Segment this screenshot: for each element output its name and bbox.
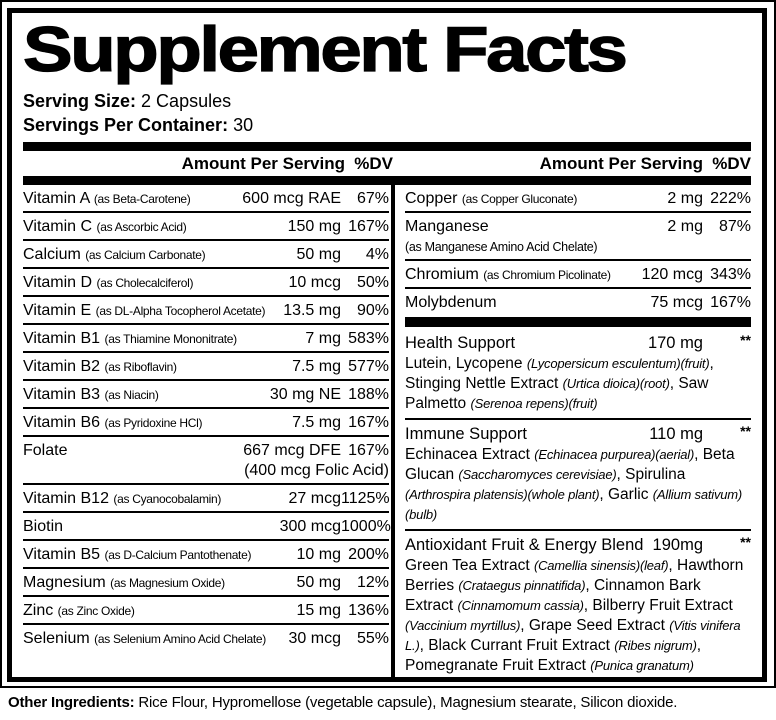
blend-ingredients: Green Tea Extract (Camellia sinensis)(leaf), Hawthorn Berries (Crataegus pinnatifida), Cinnamon Bark Extract (Cinnamomum cassia), Bilberry Fruit Extract (Vaccinium myrtillus), Grape Seed Extract (Vitis vinifera L.), Black Currant Fruit Extract (Ribes nigrum), Pomegranate Fruit Extract (Punica granatum)	[405, 557, 744, 674]
nutrient-source-secondary: (as Manganese Amino Acid Chelate)	[405, 240, 598, 254]
nutrient-source: (as Niacin)	[104, 388, 159, 402]
nutrient-dv: 12%	[356, 574, 389, 591]
nutrient-source: (as Cholecalciferol)	[96, 276, 194, 290]
nutrient-dv: 90%	[356, 302, 389, 319]
nutrient-name: Vitamin B12	[23, 490, 114, 507]
nutrient-name: Biotin	[23, 518, 64, 535]
footnote-rule	[23, 680, 751, 682]
servings-per-container-value: 30	[228, 115, 254, 135]
nutrient-amount: 7.5 mg	[292, 358, 341, 375]
nutrient-name: Selenium	[23, 630, 95, 647]
blend-antioxidant-fruit-energy	[405, 529, 751, 680]
nutrient-dv: 4%	[365, 246, 389, 263]
nutrient-amount: 7.5 mg	[292, 414, 341, 431]
nutrient-dv: 167%	[348, 414, 389, 431]
servings-per-container-line	[23, 113, 751, 137]
header-top-rule	[23, 142, 751, 151]
nutrient-row-chromium	[405, 261, 751, 289]
nutrient-row-selenium	[23, 625, 389, 651]
nutrient-row-biotin	[23, 513, 389, 541]
nutrient-source: (as Ascorbic Acid)	[96, 220, 187, 234]
nutrient-amount: 667 mcg DFE	[243, 442, 341, 459]
servings-per-container-label: Servings Per Container:	[23, 115, 229, 135]
blend-name: Immune Support	[405, 425, 527, 443]
nutrient-source: (as Zinc Oxide)	[57, 604, 135, 618]
nutrient-amount: 2 mg	[667, 190, 703, 207]
nutrient-row-vitamin-b3	[23, 381, 389, 409]
nutrient-row-vitamin-d	[23, 269, 389, 297]
nutrient-dv: 55%	[356, 630, 389, 647]
nutrient-amount: 7 mg	[305, 330, 341, 347]
nutrient-amount: 27 mcg	[288, 490, 341, 507]
nutrient-dv: 1000%	[341, 518, 391, 535]
nutrient-dv: 222%	[710, 190, 751, 207]
serving-size-value: 2 Capsules	[136, 91, 232, 111]
nutrient-name: Vitamin E	[23, 302, 96, 319]
nutrient-dv: 67%	[356, 190, 389, 207]
nutrient-row-vitamin-b2	[23, 353, 389, 381]
nutrient-dv: 200%	[348, 546, 389, 563]
nutrient-source: (as Magnesium Oxide)	[110, 576, 225, 590]
nutrient-dv: 188%	[348, 386, 389, 403]
blend-immune-support	[405, 418, 751, 529]
nutrient-amount: 13.5 mg	[283, 302, 341, 319]
left-amount-per-serving-header: Amount Per Serving	[181, 154, 345, 173]
column-headers	[23, 151, 751, 176]
nutrient-row-vitamin-a	[23, 185, 389, 213]
nutrient-name: Vitamin B2	[23, 358, 105, 375]
nutrient-amount: 75 mcg	[650, 294, 703, 311]
serving-info	[23, 89, 751, 137]
nutrient-row-molybdenum	[405, 289, 751, 315]
nutrient-source: (as Calcium Carbonate)	[85, 248, 206, 262]
panel-title: Supplement Facts	[23, 15, 626, 85]
nutrient-dv: 167%	[348, 218, 389, 235]
nutrient-dv: 167%	[710, 294, 751, 311]
nutrient-amount: 50 mg	[296, 246, 341, 263]
nutrient-source: (as Cyanocobalamin)	[113, 492, 222, 506]
left-nutrient-column	[23, 185, 389, 680]
nutrient-name: Vitamin A	[23, 190, 94, 207]
left-column-header	[23, 154, 393, 174]
blend-dv-asterisks: **	[740, 534, 751, 550]
serving-size-line	[23, 89, 751, 113]
nutrient-row-calcium	[23, 241, 389, 269]
nutrient-dv: 87%	[718, 218, 751, 235]
other-ingredients-label: Other Ingredients:	[8, 694, 135, 711]
blend-section-rule	[405, 317, 751, 327]
nutrient-amount: 15 mg	[296, 602, 341, 619]
right-column-header	[393, 154, 751, 174]
blend-health-support	[405, 329, 751, 418]
right-amount-per-serving-header: Amount Per Serving	[539, 154, 703, 173]
header-bottom-rule	[23, 176, 751, 185]
nutrient-row-vitamin-e	[23, 297, 389, 325]
nutrient-name: Vitamin D	[23, 274, 97, 291]
nutrient-source: (as Riboflavin)	[104, 360, 177, 374]
nutrient-row-manganese	[405, 213, 751, 261]
nutrient-source: (as Copper Gluconate)	[461, 192, 578, 206]
right-nutrient-column	[395, 185, 751, 680]
nutrient-name: Vitamin B3	[23, 386, 105, 403]
nutrient-amount: 2 mg	[667, 218, 703, 235]
right-dv-header: %DV	[712, 154, 751, 173]
nutrient-row-zinc	[23, 597, 389, 625]
nutrient-source: (as Pyridoxine HCl)	[104, 416, 203, 430]
blend-amount: 110 mg	[649, 425, 703, 443]
blend-dv-asterisks: **	[740, 332, 751, 348]
nutrient-name: Chromium	[405, 266, 484, 283]
nutrient-dv: 577%	[348, 358, 389, 375]
supplement-facts-panel	[7, 8, 767, 682]
nutrient-name: Vitamin B5	[23, 546, 105, 563]
nutrient-name: Manganese	[405, 218, 489, 235]
nutrient-amount: 150 mg	[287, 218, 341, 235]
nutrient-name: Vitamin C	[23, 218, 97, 235]
nutrient-amount: 10 mcg	[288, 274, 341, 291]
nutrient-amount: 30 mcg	[288, 630, 341, 647]
blend-dv-asterisks: **	[740, 423, 751, 439]
nutrient-source: (as Thiamine Mononitrate)	[104, 332, 237, 346]
nutrient-name: Magnesium	[23, 574, 111, 591]
nutrient-amount: 120 mcg	[641, 266, 703, 283]
nutrient-dv: 50%	[356, 274, 389, 291]
nutrient-row-copper	[405, 185, 751, 213]
nutrient-row-vitamin-b6	[23, 409, 389, 437]
other-ingredients-text: Rice Flour, Hypromellose (vegetable capsule), Magnesium stearate, Silicon dioxide.	[134, 694, 678, 711]
nutrient-amount: 600 mcg RAE	[242, 190, 341, 207]
blend-amount: 170 mg	[647, 334, 703, 352]
nutrient-name: Vitamin B6	[23, 414, 105, 431]
blend-amount: 190mg	[652, 536, 703, 554]
nutrient-amount: 30 mg NE	[269, 386, 341, 403]
nutrient-dv: 343%	[710, 266, 751, 283]
nutrient-dv: 136%	[348, 602, 389, 619]
other-ingredients-line	[8, 694, 772, 711]
nutrient-source: (as DL-Alpha Tocopherol Acetate)	[95, 304, 266, 318]
serving-size-label: Serving Size:	[23, 91, 137, 111]
nutrient-name: Folate	[23, 442, 68, 459]
nutrient-name: Copper	[405, 190, 462, 207]
nutrient-row-vitamin-b12	[23, 485, 389, 513]
nutrient-dv: 1125%	[341, 490, 390, 507]
nutrient-dv: 583%	[348, 330, 389, 347]
blend-name: Health Support	[405, 334, 516, 352]
nutrient-amount: 300 mcg	[279, 518, 341, 535]
left-dv-header: %DV	[354, 154, 393, 173]
blend-ingredients: Echinacea Extract (Echinacea purpurea)(aerial), Beta Glucan (Saccharomyces cerevisiae), Spirulina (Arthrospira platensis)(whole plant), Garlic (Allium sativum)(bulb)	[405, 446, 743, 522]
nutrient-name: Calcium	[23, 246, 86, 263]
nutrient-row-folate	[23, 437, 389, 485]
nutrient-source: (as Chromium Picolinate)	[483, 268, 611, 282]
nutrient-amount: 50 mg	[296, 574, 341, 591]
nutrient-name: Molybdenum	[405, 294, 497, 311]
nutrient-source: (as Selenium Amino Acid Chelate)	[94, 632, 266, 646]
nutrient-source: (as Beta-Carotene)	[93, 192, 191, 206]
nutrient-name: Zinc	[23, 602, 58, 619]
nutrient-dv: 167%	[348, 442, 389, 459]
nutrient-columns	[23, 185, 751, 680]
nutrient-row-vitamin-b5	[23, 541, 389, 569]
nutrient-row-vitamin-b1	[23, 325, 389, 353]
nutrient-amount: 10 mg	[296, 546, 341, 563]
nutrient-name: Vitamin B1	[23, 330, 105, 347]
blend-ingredients: Lutein, Lycopene (Lycopersicum esculentum)(fruit), Stinging Nettle Extract (Urtica dioica)(root), Saw Palmetto (Serenoa repens)(fruit)	[405, 355, 714, 412]
nutrient-source: (as D-Calcium Pantothenate)	[104, 548, 252, 562]
nutrient-row-magnesium	[23, 569, 389, 597]
nutrient-row-vitamin-c	[23, 213, 389, 241]
blend-name: Antioxidant Fruit & Energy Blend	[405, 536, 644, 554]
nutrient-amount-secondary: (400 mcg Folic Acid)	[244, 462, 389, 479]
